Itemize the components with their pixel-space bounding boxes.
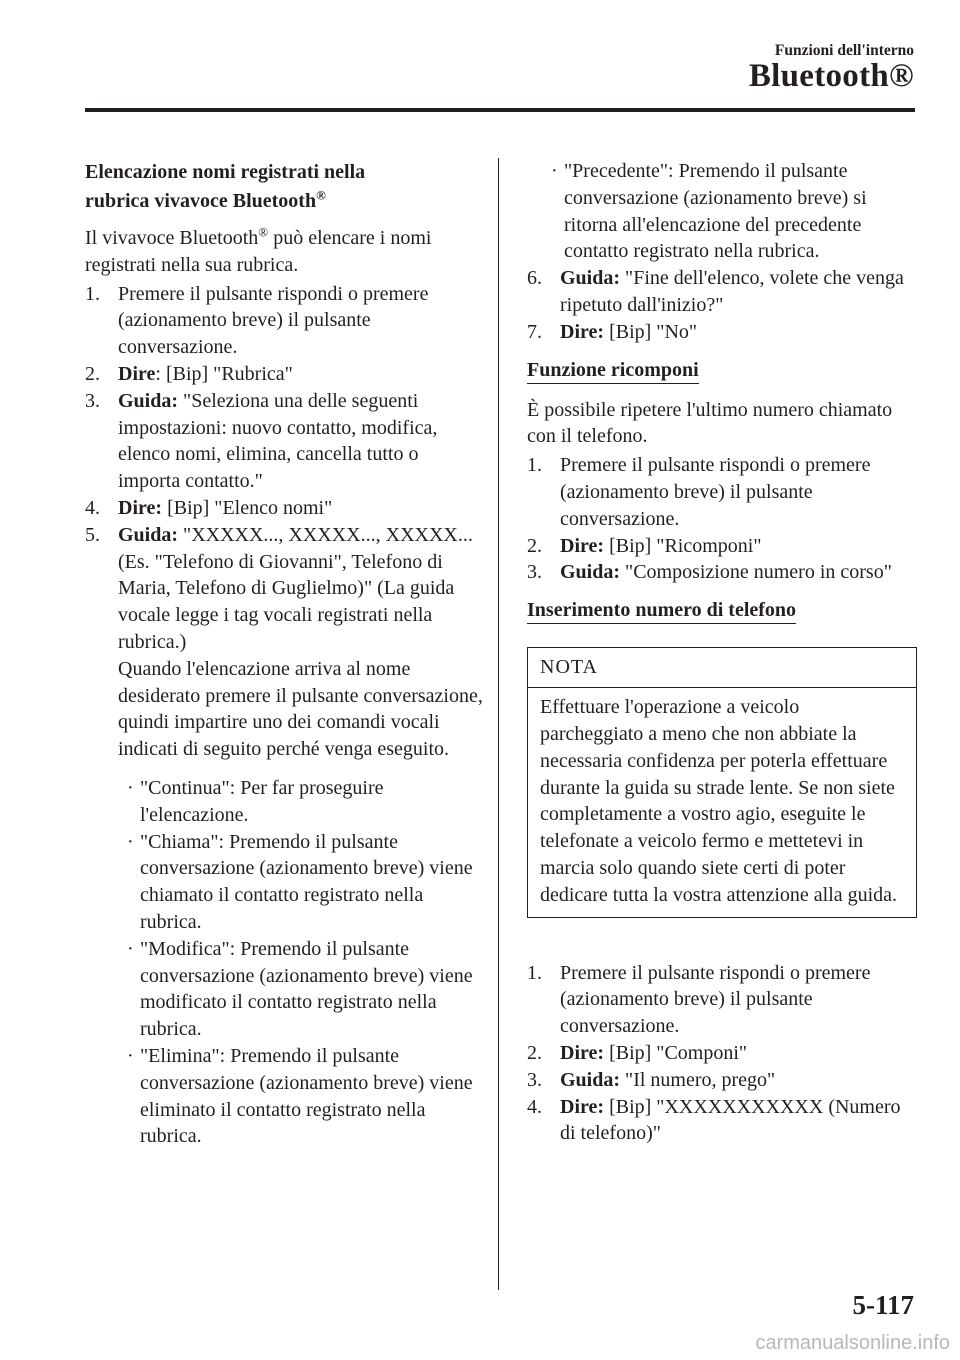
step-4: 4. Dire: [Bip] "Elenco nomi" bbox=[85, 496, 333, 519]
step-2: 2. Dire: [Bip] "Rubrica" bbox=[85, 362, 293, 385]
section-heading: Elencazione nomi registrati nella rubrica vivavoce Bluetooth® bbox=[85, 161, 366, 212]
phone-entry-heading: Inserimento numero di telefono bbox=[527, 598, 796, 624]
page-number: 5-117 bbox=[852, 1290, 914, 1320]
bullet-modifica: · "Modifica": Premendo il pulsante conversazione (azionamento breve) viene modificato il contatto registrato nella rubrica. bbox=[127, 937, 473, 1041]
redial-heading: Funzione ricomponi bbox=[527, 358, 699, 384]
bullet-continua: · "Continua": Per far proseguire l'elencazione. bbox=[127, 776, 384, 826]
step-3: 3. Guida: "Seleziona una delle seguenti impostazioni: nuovo contatto, modifica, elenco nomi, elimina, cancella tutto o importa contatto." bbox=[85, 389, 438, 493]
bullet-chiama: · "Chiama": Premendo il pulsante conversazione (azionamento breve) viene chiamato il contatto registrato nella rubrica. bbox=[127, 830, 473, 933]
redial-step-2: 2. Dire: [Bip] "Ricomponi" bbox=[527, 534, 762, 557]
phone-step-2: 2. Dire: [Bip] "Componi" bbox=[527, 1041, 748, 1064]
page-title: Bluetooth® bbox=[748, 58, 914, 94]
phone-step-1: 1. Premere il pulsante rispondi o premere (azionamento breve) il pulsante conversazione. bbox=[527, 961, 871, 1038]
note-text: Effettuare l'operazione a veicolo parcheggiato a meno che non abbiate la necessaria confidenza per poterla effettuare durante la guida su strade lente. Se non siete completamente a vostro agio, eseguite le telefonate a veicolo fermo e mettetevi in marcia solo quando siete certi di poter dedicare tutta la vostra attenzione alla guida. bbox=[540, 696, 898, 906]
step-1: 1. Premere il pulsante rispondi o premere (azionamento breve) il pulsante conversazione. bbox=[85, 282, 429, 359]
note-box bbox=[527, 647, 917, 917]
note-title: NOTA bbox=[528, 648, 916, 688]
bullet-precedente: · "Precedente": Premendo il pulsante conversazione (azionamento breve) si ritorna all'elencazione del precedente contatto registrato nella rubrica. bbox=[551, 160, 867, 263]
bullet-elimina: · "Elimina": Premendo il pulsante conversazione (azionamento breve) viene eliminato il contatto registrato nella rubrica. bbox=[127, 1044, 473, 1148]
redial-step-1: 1. Premere il pulsante rispondi o premere (azionamento breve) il pulsante conversazione. bbox=[527, 454, 871, 530]
intro-paragraph: Il vivavoce Bluetooth® può elencare i nomi registrati nella sua rubrica. bbox=[85, 224, 432, 276]
right-column bbox=[527, 158, 917, 1147]
redial-intro: È possibile ripetere l'ultimo numero chiamato con il telefono. bbox=[527, 398, 893, 448]
phone-step-3: 3. Guida: "Il numero, prego" bbox=[527, 1068, 776, 1091]
step-6: 6. Guida: "Fine dell'elenco, volete che venga ripetuto dall'inizio?" bbox=[527, 267, 904, 316]
column-divider bbox=[498, 158, 499, 1290]
redial-step-3: 3. Guida: "Composizione numero in corso" bbox=[527, 561, 892, 584]
step-5-note: Quando l'elencazione arriva al nome desiderato premere il pulsante conversazione, quindi impartire uno dei comandi vocali indicati di seguito perché venga eseguito. bbox=[118, 657, 483, 761]
step-5: 5. Guida: "XXXXX..., XXXXX..., XXXXX... (Es. "Telefono di Giovanni", Telefono di Maria, Telefono di Guglielmo)" (La guida vocale legge i tag vocali registrati nella rubrica.) bbox=[85, 523, 473, 653]
phone-step-4: 4. Dire: [Bip] "XXXXXXXXXXX (Numero di telefono)" bbox=[527, 1095, 901, 1145]
section-label: Funzioni dell'interno bbox=[774, 42, 914, 59]
header-rule bbox=[85, 108, 915, 112]
left-column bbox=[85, 158, 485, 1150]
step-7: 7. Dire: [Bip] "No" bbox=[527, 320, 698, 343]
watermark: carmanualsonline.info bbox=[755, 1332, 950, 1354]
